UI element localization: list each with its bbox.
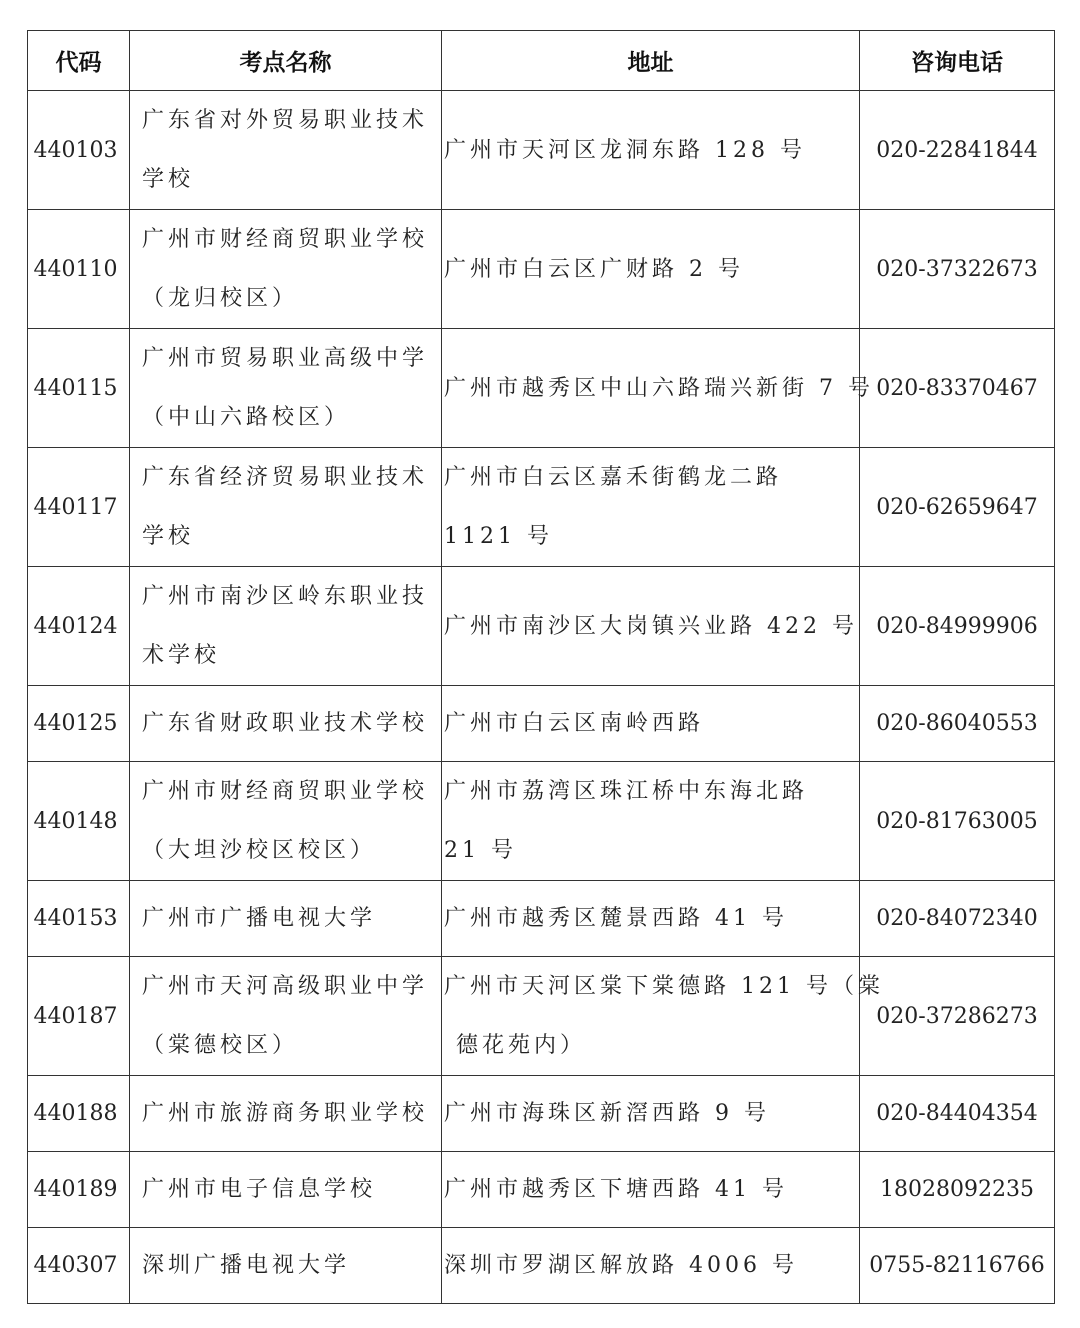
cell-phone: 020-86040553 <box>860 686 1055 762</box>
cell-address: 广州市白云区广财路 2 号 <box>442 210 860 329</box>
cell-phone: 020-84999906 <box>860 567 1055 686</box>
table-row <box>28 210 1055 329</box>
cell-address: 广州市南沙区大岗镇兴业路 422 号 <box>442 567 860 686</box>
table-row <box>28 448 1055 567</box>
cell-name: 广州市贸易职业高级中学 （中山六路校区） <box>130 329 442 448</box>
table-row <box>28 762 1055 881</box>
cell-code: 440115 <box>28 329 130 448</box>
header-phone: 咨询电话 <box>860 31 1055 91</box>
cell-address: 广州市荔湾区珠江桥中东海北路 21 号 <box>442 762 860 881</box>
exam-site-table <box>27 30 1055 1304</box>
cell-address: 广州市越秀区下塘西路 41 号 <box>442 1152 860 1228</box>
cell-phone: 020-83370467 <box>860 329 1055 448</box>
cell-phone: 020-62659647 <box>860 448 1055 567</box>
cell-code: 440148 <box>28 762 130 881</box>
table-row <box>28 567 1055 686</box>
table-row <box>28 881 1055 957</box>
cell-code: 440110 <box>28 210 130 329</box>
header-row <box>28 31 1055 91</box>
cell-address: 广州市白云区嘉禾街鹤龙二路 1121 号 <box>442 448 860 567</box>
header-name: 考点名称 <box>130 31 442 91</box>
cell-name: 广州市财经商贸职业学校 （龙归校区） <box>130 210 442 329</box>
cell-name: 广东省财政职业技术学校 <box>130 686 442 762</box>
table-row <box>28 1076 1055 1152</box>
cell-name: 广州市天河高级职业中学 （棠德校区） <box>130 957 442 1076</box>
cell-address: 深圳市罗湖区解放路 4006 号 <box>442 1228 860 1304</box>
cell-name: 广东省经济贸易职业技术 学校 <box>130 448 442 567</box>
cell-phone: 020-37322673 <box>860 210 1055 329</box>
cell-code: 440153 <box>28 881 130 957</box>
cell-address: 广州市白云区南岭西路 <box>442 686 860 762</box>
cell-code: 440188 <box>28 1076 130 1152</box>
table-row <box>28 957 1055 1076</box>
table-row <box>28 686 1055 762</box>
header-code: 代码 <box>28 31 130 91</box>
header-address: 地址 <box>442 31 860 91</box>
cell-address: 广州市海珠区新滘西路 9 号 <box>442 1076 860 1152</box>
cell-address: 广州市天河区龙洞东路 128 号 <box>442 91 860 210</box>
cell-name: 广东省对外贸易职业技术 学校 <box>130 91 442 210</box>
cell-code: 440125 <box>28 686 130 762</box>
table-row <box>28 1228 1055 1304</box>
cell-address: 广州市越秀区中山六路瑞兴新街 7 号 <box>442 329 860 448</box>
cell-name: 广州市广播电视大学 <box>130 881 442 957</box>
cell-name: 广州市旅游商务职业学校 <box>130 1076 442 1152</box>
cell-phone: 0755-82116766 <box>860 1228 1055 1304</box>
cell-phone: 020-84072340 <box>860 881 1055 957</box>
cell-code: 440124 <box>28 567 130 686</box>
cell-phone: 020-37286273 <box>860 957 1055 1076</box>
cell-address: 广州市越秀区麓景西路 41 号 <box>442 881 860 957</box>
cell-name: 广州市电子信息学校 <box>130 1152 442 1228</box>
table-row <box>28 329 1055 448</box>
cell-code: 440187 <box>28 957 130 1076</box>
cell-code: 440307 <box>28 1228 130 1304</box>
table-row <box>28 91 1055 210</box>
cell-name: 广州市南沙区岭东职业技 术学校 <box>130 567 442 686</box>
cell-phone: 020-22841844 <box>860 91 1055 210</box>
cell-name: 广州市财经商贸职业学校 （大坦沙校区校区） <box>130 762 442 881</box>
cell-address: 广州市天河区棠下棠德路 121 号（棠 德花苑内） <box>442 957 860 1076</box>
cell-code: 440117 <box>28 448 130 567</box>
cell-code: 440103 <box>28 91 130 210</box>
cell-phone: 18028092235 <box>860 1152 1055 1228</box>
cell-phone: 020-84404354 <box>860 1076 1055 1152</box>
table-row <box>28 1152 1055 1228</box>
cell-phone: 020-81763005 <box>860 762 1055 881</box>
cell-name: 深圳广播电视大学 <box>130 1228 442 1304</box>
cell-code: 440189 <box>28 1152 130 1228</box>
